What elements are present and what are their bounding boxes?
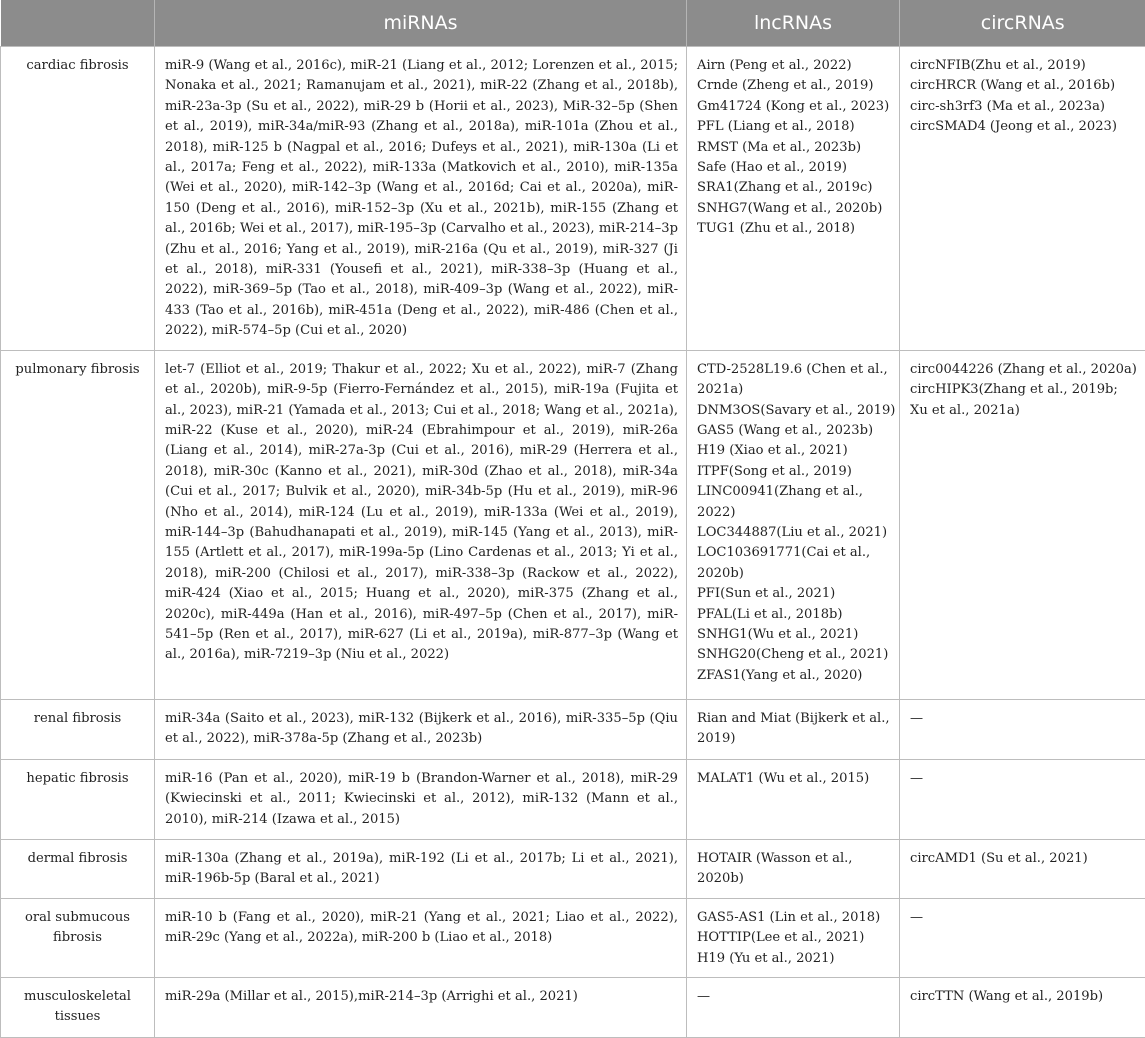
row-circrnas (900, 759, 1145, 839)
lncrna-item: GAS5-AS1 (Lin et al., 2018) (697, 908, 891, 928)
row-lncrnas (687, 898, 900, 977)
row-mirnas: miR-9 (Wang et al., 2016c), miR-21 (Liang et al., 2012; Lorenzen et al., 2015; Nonaka et al., 2021; Ramanujam et al., 2021), miR-22 (Zhang et al., 2018b), miR-23a-3p (Su et al., 2022), miR-29 b (Horii et al., 2023), MiR-32–5p (Shen et al., 2019), miR-34a/miR-93 (Zhang et al., 2018a), miR-101a (Zhou et al., 2018), miR-125 b (Nagpal et al., 2016; Dufeys et al., 2021), miR-130a (Li et al., 2017a; Feng et al., 2022), miR-133a (Matkovich et al., 2010), miR-135a (Wei et al., 2020), miR-142–3p (Wang et al., 2016d; Cai et al., 2020a), miR-150 (Deng et al., 2016), miR-152–3p (Xu et al., 2021b), miR-155 (Zhang et al., 2016b; Wei et al., 2017), miR-195–3p (Carvalho et al., 2023), miR-214–3p (Zhu et al., 2016; Yang et al., 2019), miR-216a (Qu et al., 2019), miR-327 (Ji et al., 2018), miR-331 (Yousefi et al., 2021), miR-338–3p (Huang et al., 2022), miR-369–5p (Tao et al., 2018), miR-409–3p (Wang et al., 2022), miR-433 (Tao et al., 2016b), miR-451a (Deng et al., 2022), miR-486 (Chen et al., 2022), miR-574–5p (Cui et al., 2020) (155, 47, 687, 351)
lncrna-item: RMST (Ma et al., 2023b) (697, 138, 891, 158)
lncrna-item: GAS5 (Wang et al., 2023b) (697, 421, 891, 441)
table-row (1, 699, 1145, 759)
row-circrnas (900, 47, 1145, 351)
lncrna-item: Safe (Hao et al., 2019) (697, 158, 891, 178)
row-category: cardiac fibrosis (1, 47, 155, 351)
row-category: renal fibrosis (1, 699, 155, 759)
lncrna-item: HOTTIP(Lee et al., 2021) (697, 928, 891, 948)
header-empty-cell (1, 0, 155, 47)
row-mirnas: miR-16 (Pan et al., 2020), miR-19 b (Brandon-Warner et al., 2018), miR-29 (Kwiecinski et al., 2011; Kwiecinski et al., 2012), miR-132 (Mann et al., 2010), miR-214 (Izawa et al., 2015) (155, 759, 687, 839)
lncrna-item: Crnde (Zheng et al., 2019) (697, 76, 891, 96)
table-row (1, 977, 1145, 1037)
row-lncrnas (687, 699, 900, 759)
lncrna-item: LOC344887(Liu et al., 2021) (697, 523, 891, 543)
header-lncrnas: lncRNAs (687, 0, 900, 47)
row-circrnas (900, 898, 1145, 977)
lncrna-item: H19 (Xiao et al., 2021) (697, 441, 891, 461)
circrna-item: circTTN (Wang et al., 2019b) (910, 987, 1137, 1007)
row-lncrnas (687, 977, 900, 1037)
lncrna-item: CTD-2528L19.6 (Chen et al., 2021a) (697, 360, 891, 401)
lncrna-item: DNM3OS(Savary et al., 2019) (697, 401, 891, 421)
row-circrnas (900, 350, 1145, 699)
circrna-item: — (910, 908, 1137, 928)
row-mirnas: miR-34a (Saito et al., 2023), miR-132 (Bijkerk et al., 2016), miR-335–5p (Qiu et al., 2022), miR-378a-5p (Zhang et al., 2023b) (155, 699, 687, 759)
row-category: hepatic fibrosis (1, 759, 155, 839)
lncrna-item: LINC00941(Zhang et al., 2022) (697, 482, 891, 523)
lncrna-item: SNHG7(Wang et al., 2020b) (697, 199, 891, 219)
row-mirnas: miR-130a (Zhang et al., 2019a), miR-192 (Li et al., 2017b; Li et al., 2021), miR-196b-5p (Baral et al., 2021) (155, 839, 687, 898)
lncrna-item: Rian and Miat (Bijkerk et al., 2019) (697, 709, 891, 750)
row-lncrnas (687, 350, 900, 699)
lncrna-item: PFL (Liang et al., 2018) (697, 117, 891, 137)
circrna-item: circHIPK3(Zhang et al., 2019b; Xu et al., 2021a) (910, 380, 1137, 421)
lncrna-item: Gm41724 (Kong et al., 2023) (697, 97, 891, 117)
table-row (1, 350, 1145, 699)
circrna-item: circNFIB(Zhu et al., 2019) (910, 56, 1137, 76)
circrna-item: circ0044226 (Zhang et al., 2020a) (910, 360, 1137, 380)
row-circrnas (900, 699, 1145, 759)
circrna-item: circSMAD4 (Jeong et al., 2023) (910, 117, 1137, 137)
lncrna-item: Airn (Peng et al., 2022) (697, 56, 891, 76)
header-mirnas: miRNAs (155, 0, 687, 47)
lncrna-item: SRA1(Zhang et al., 2019c) (697, 178, 891, 198)
row-category: oral submucous fibrosis (1, 898, 155, 977)
row-lncrnas (687, 47, 900, 351)
circrna-item: circ-sh3rf3 (Ma et al., 2023a) (910, 97, 1137, 117)
circrna-item: circAMD1 (Su et al., 2021) (910, 849, 1137, 869)
lncrna-item: MALAT1 (Wu et al., 2015) (697, 769, 891, 789)
table-row (1, 898, 1145, 977)
table-row (1, 839, 1145, 898)
lncrna-item: HOTAIR (Wasson et al., 2020b) (697, 849, 891, 890)
lncrna-item: PFI(Sun et al., 2021) (697, 584, 891, 604)
lncrna-item: TUG1 (Zhu et al., 2018) (697, 219, 891, 239)
row-category: musculoskeletal tissues (1, 977, 155, 1037)
row-category: pulmonary fibrosis (1, 350, 155, 699)
header-circrnas: circRNAs (900, 0, 1145, 47)
lncrna-item: ITPF(Song et al., 2019) (697, 462, 891, 482)
row-mirnas: let-7 (Elliot et al., 2019; Thakur et al., 2022; Xu et al., 2022), miR-7 (Zhang et al., 2020b), miR-9-5p (Fierro-Fernández et al., 2015), miR-19a (Fujita et al., 2023), miR-21 (Yamada et al., 2013; Cui et al., 2018; Wang et al., 2021a), miR-22 (Kuse et al., 2020), miR-24 (Ebrahimpour et al., 2019), miR-26a (Liang et al., 2014), miR-27a-3p (Cui et al., 2016), miR-29 (Herrera et al., 2018), miR-30c (Kanno et al., 2021), miR-30d (Zhao et al., 2018), miR-34a (Cui et al., 2017; Bulvik et al., 2020), miR-34b-5p (Hu et al., 2019), miR-96 (Nho et al., 2014), miR-124 (Lu et al., 2019), miR-133a (Wei et al., 2019), miR-144–3p (Bahudhanapati et al., 2019), miR-145 (Yang et al., 2013), miR-155 (Artlett et al., 2017), miR-199a-5p (Lino Cardenas et al., 2013; Yi et al., 2018), miR-200 (Chilosi et al., 2017), miR-338–3p (Rackow et al., 2022), miR-424 (Xiao et al., 2015; Huang et al., 2020), miR-375 (Zhang et al., 2020c), miR-449a (Han et al., 2016), miR-497–5p (Chen et al., 2017), miR-541–5p (Ren et al., 2017), miR-627 (Li et al., 2019a), miR-877–3p (Wang et al., 2016a), miR-7219–3p (Niu et al., 2022) (155, 350, 687, 699)
lncrna-item: — (697, 987, 891, 1007)
lncrna-item: PFAL(Li et al., 2018b) (697, 605, 891, 625)
circrna-item: — (910, 709, 1137, 729)
row-category: dermal fibrosis (1, 839, 155, 898)
row-lncrnas (687, 759, 900, 839)
row-circrnas (900, 977, 1145, 1037)
row-circrnas (900, 839, 1145, 898)
table-header (1, 0, 1145, 47)
lncrna-item: LOC103691771(Cai et al., 2020b) (697, 543, 891, 584)
table-row (1, 47, 1145, 351)
lncrna-item: SNHG1(Wu et al., 2021) (697, 625, 891, 645)
lncrna-item: ZFAS1(Yang et al., 2020) (697, 666, 891, 686)
lncrna-item: SNHG20(Cheng et al., 2021) (697, 645, 891, 665)
circrna-item: circHRCR (Wang et al., 2016b) (910, 76, 1137, 96)
lncrna-item: H19 (Yu et al., 2021) (697, 949, 891, 969)
row-mirnas: miR-29a (Millar et al., 2015),miR-214–3p (Arrighi et al., 2021) (155, 977, 687, 1037)
table-row (1, 759, 1145, 839)
row-mirnas: miR-10 b (Fang et al., 2020), miR-21 (Yang et al., 2021; Liao et al., 2022), miR-29c (Yang et al., 2022a), miR-200 b (Liao et al., 2018) (155, 898, 687, 977)
row-lncrnas (687, 839, 900, 898)
circrna-item: — (910, 769, 1137, 789)
